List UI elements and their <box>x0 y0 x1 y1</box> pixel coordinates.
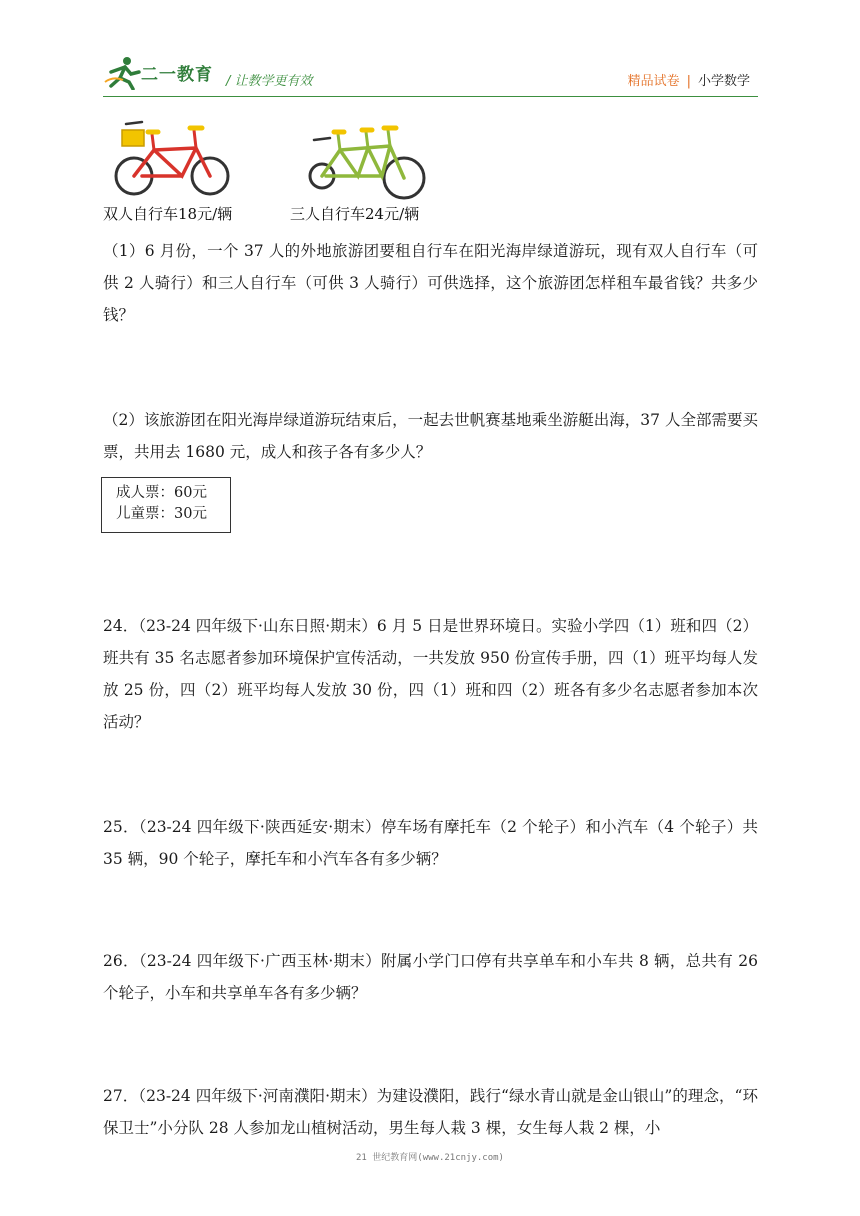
tandem-bike-image <box>112 114 234 198</box>
header-divider <box>103 96 758 97</box>
page-header <box>0 0 860 100</box>
slogan: / 让教学更有效 <box>226 74 313 89</box>
header-right <box>628 70 750 89</box>
adult-ticket-price: 成人票：60元 <box>116 485 207 501</box>
logo-text: 二一教育 <box>141 65 213 85</box>
page-footer: 21 世纪教育网(www.21cnjy.com) <box>356 1153 504 1163</box>
header-separator: | <box>686 74 691 89</box>
question-26: 26．（23-24 四年级下·广西玉林·期末）附属小学门口停有共享单车和小车共 8 辆，总共有 26 个轮子，小车和共享单车各有多少辆？ <box>103 952 758 1002</box>
question-23-part-1: （1）6 月份，一个 37 人的外地旅游团要租自行车在阳光海岸绿道游玩，现有双人自行车（可供 2 人骑行）和三人自行车（可供 3 人骑行）可供选择，这个旅游团怎样租车最省钱？共多少钱？ <box>103 242 758 324</box>
bike-caption-double: 双人自行车18元/辆 <box>103 205 233 223</box>
question-25: 25．（23-24 四年级下·陕西延安·期末）停车场有摩托车（2 个轮子）和小汽车（4 个轮子）共 35 辆，90 个轮子，摩托车和小汽车各有多少辆？ <box>103 818 758 868</box>
triple-bike-image <box>306 120 428 202</box>
question-23-part-2: （2）该旅游团在阳光海岸绿道游玩结束后，一起去世帆赛基地乘坐游艇出海，37 人全部需要买票，共用去 1680 元，成人和孩子各有多少人？ <box>103 411 758 461</box>
bike-caption-triple: 三人自行车24元/辆 <box>290 205 420 223</box>
runner-logo-icon <box>103 56 143 90</box>
logo <box>103 56 223 90</box>
brand-label: 精品试卷 <box>627 74 680 89</box>
question-24: 24．（23-24 四年级下·山东日照·期末）6 月 5 日是世界环境日。实验小学四（1）班和四（2）班共有 35 名志愿者参加环境保护宣传活动，一共发放 950 份宣传手册，四（1）班平均每人发放 25 份，四（2）班平均每人发放 30 份，四（1）班和四（2）班各有多少名志愿者参加本次活动？ <box>103 617 758 731</box>
child-ticket-price: 儿童票：30元 <box>116 506 207 522</box>
ticket-price-box <box>101 477 231 533</box>
subject-label: 小学数学 <box>697 74 750 89</box>
question-27: 27．（23-24 四年级下·河南濮阳·期末）为建设濮阳，践行“绿水青山就是金山银山”的理念，“环保卫士”小分队 28 人参加龙山植树活动，男生每人栽 3 棵，女生每人栽 2 棵，小 <box>103 1087 758 1137</box>
